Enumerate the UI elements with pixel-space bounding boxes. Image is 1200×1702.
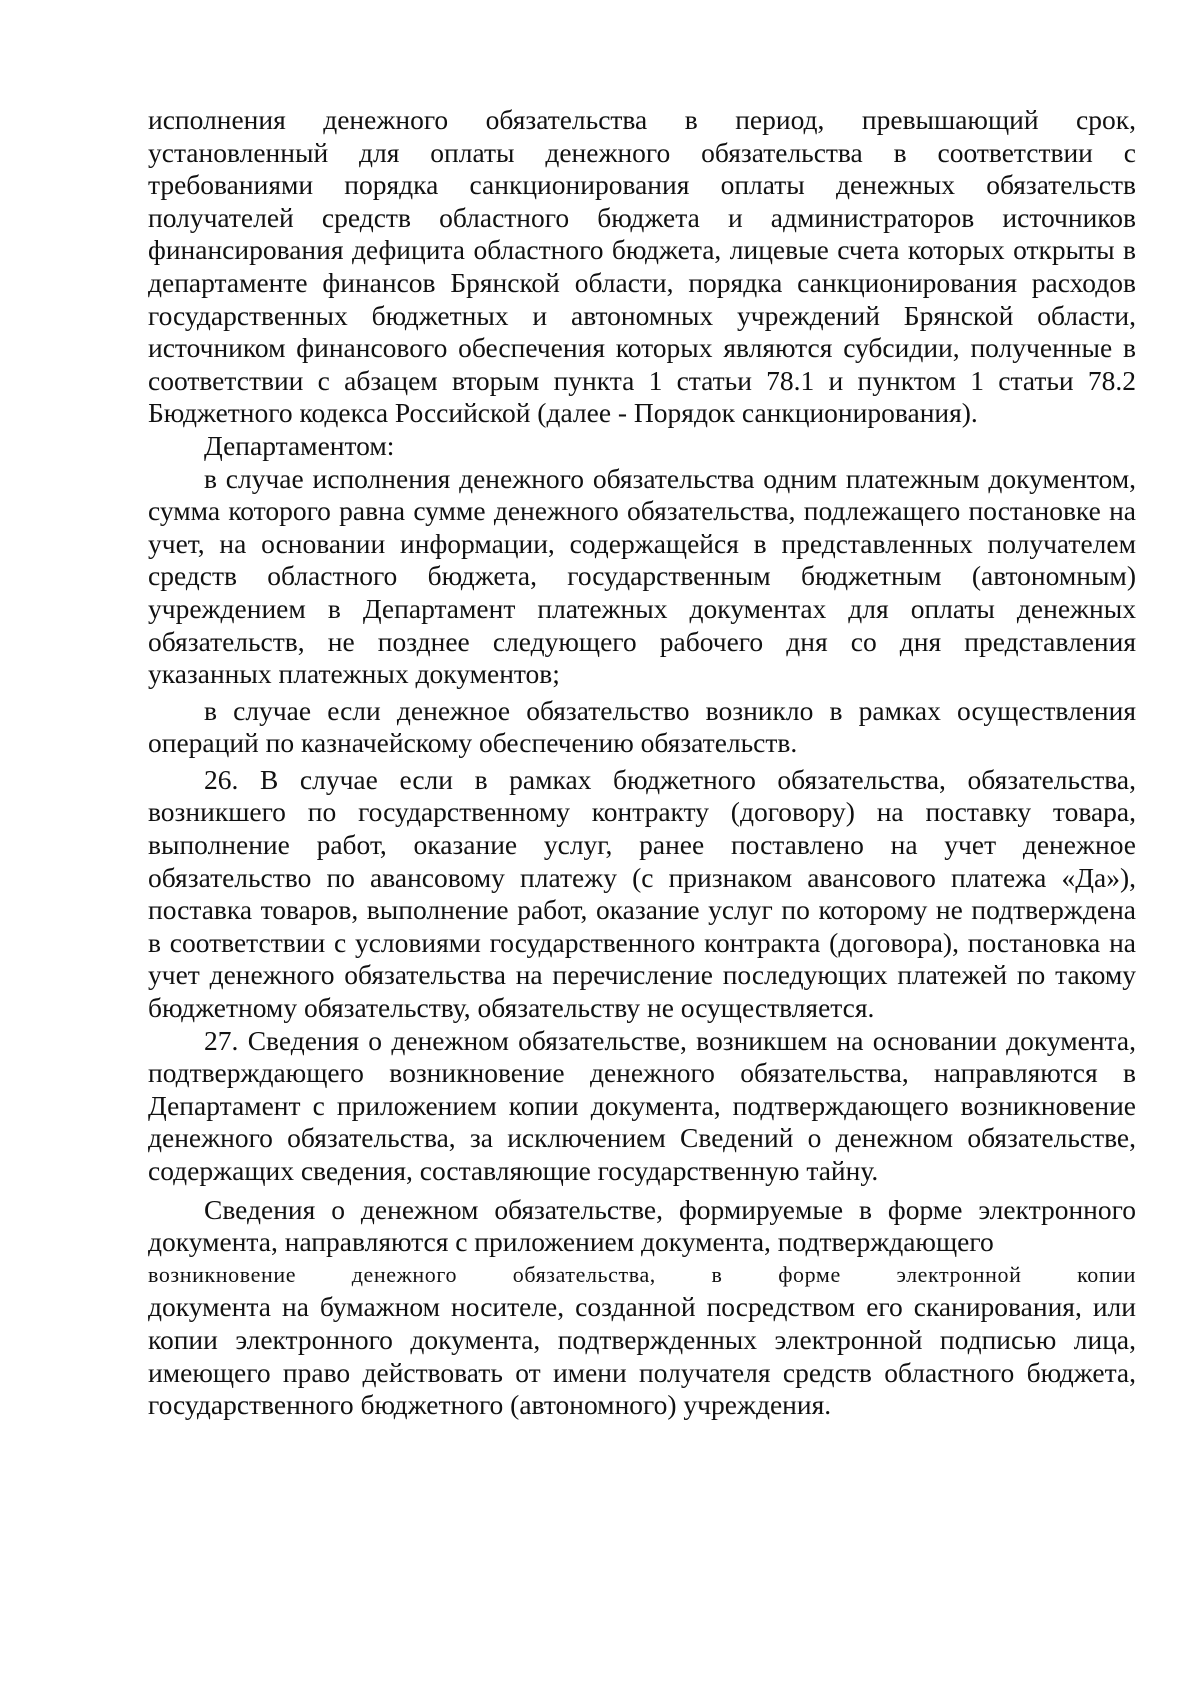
paragraph-continuation: исполнения денежного обязательства в период, превышающий срок, установленный для оплаты денежного обязательства в соответствии с требованиями порядка санкционирования оплаты денежных обязательств получателей средств областного бюджета и администраторов источников финансирования дефицита областного бюджета, лицевые счета которых открыты в департаменте финансов Брянской области, порядка санкционирования расходов государственных бюджетных и автономных учреждений Брянской области, источником финансового обеспечения которых являются субсидии, полученные в соответствии с абзацем вторым пункта 1 статьи 78.1 и пунктом 1 статьи 78.2 Бюджетного кодекса Российской (далее - Порядок санкционирования). <box>148 104 1136 429</box>
paragraph-single-payment-case: в случае исполнения денежного обязательства одним платежным документом, сумма которого равна сумме денежного обязательства, подлежащего постановке на учет, на основании информации, содержащейся в представленных получателем средств областного бюджета, государственным бюджетным (автономным) учреждением в Департамент платежных документах для оплаты денежных обязательств, не позднее следующего рабочего дня со дня представления указанных платежных документов; <box>148 462 1136 690</box>
paragraph-electronic-document <box>148 1194 1136 1422</box>
paragraph-department-heading: Департаментом: <box>204 429 395 461</box>
paragraph-treasury-case: в случае если денежное обязательство возникло в рамках осуществления операций по казначейскому обеспечению обязательств. <box>148 694 1136 759</box>
paragraph-electronic-document-line-2: возникновение денежного обязательства, в форме электронной копии <box>148 1261 1136 1287</box>
paragraph-electronic-document-line-3: документа на бумажном носителе, созданной посредством его сканирования, или копии электронного документа, подтвержденных электронной подписью лица, имеющего право действовать от имени получателя средств областного бюджета, государственного бюджетного (автономного) учреждения. <box>148 1291 1136 1421</box>
paragraph-item-26: 26. В случае если в рамках бюджетного обязательства, обязательства, возникшего по государственному контракту (договору) на поставку товара, выполнение работ, оказание услуг, ранее поставлено на учет денежное обязательство по авансовому платежу (с признаком авансового платежа «Да»), поставка товаров, выполнение работ, оказание услуг по которому не подтверждена в соответствии с условиями государственного контракта (договора), постановка на учет денежного обязательства на перечисление последующих платежей по такому бюджетному обязательству, обязательству не осуществляется. <box>148 763 1136 1024</box>
document-body <box>148 104 1136 1422</box>
paragraph-item-27: 27. Сведения о денежном обязательстве, возникшем на основании документа, подтверждающего возникновение денежного обязательства, направляются в Департамент с приложением копии документа, подтверждающего возникновение денежного обязательства, за исключением Сведений о денежном обязательстве, содержащих сведения, составляющие государственную тайну. <box>148 1024 1136 1186</box>
paragraph-electronic-document-line-1: Сведения о денежном обязательстве, формируемые в форме электронного документа, направляются с приложением документа, подтверждающего <box>148 1193 1136 1258</box>
